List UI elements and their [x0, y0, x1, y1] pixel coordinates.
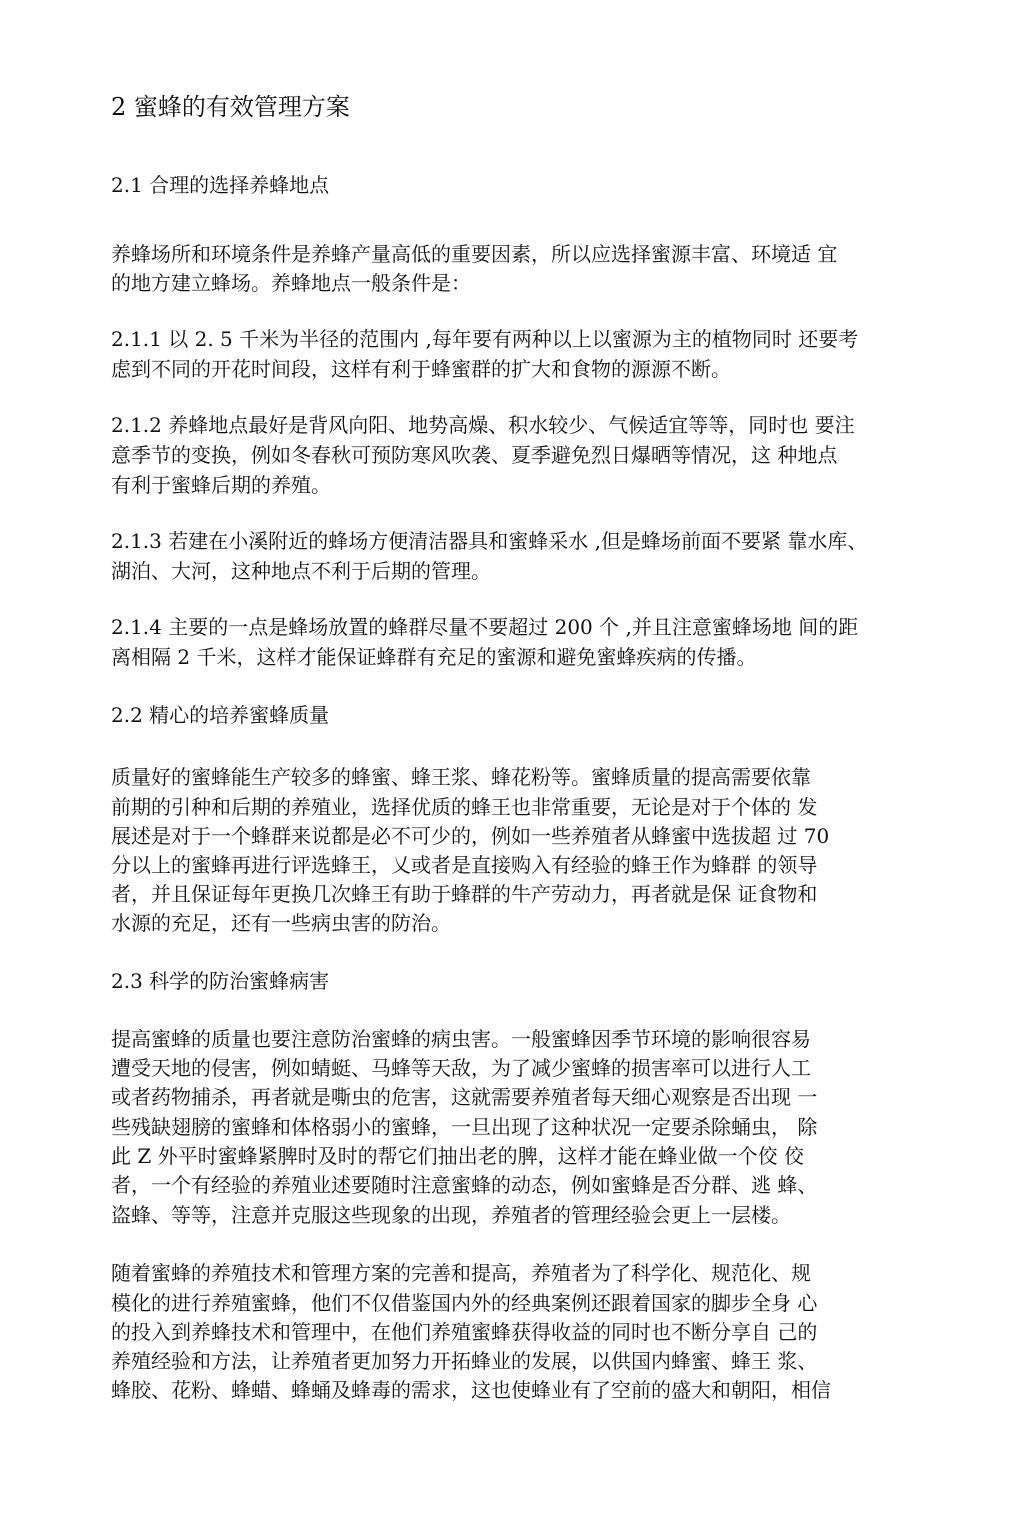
paragraph-line: 分以上的蜜蜂再进行评选蜂王，乂或者是直接购入有经验的蜂王作为蜂群 的领导: [111, 853, 818, 877]
paragraph-line: 或者药物捕杀，再者就是嘶虫的危害，这就需要养殖者每天细心观察是否出现 一: [111, 1085, 818, 1109]
paragraph-line: 此 Z 外平时蜜蜂紧脾时及时的帮它们抽出老的脾，这样才能在蜂业做一个佼 佼: [111, 1144, 804, 1168]
paragraph-line: 2.1.4 主要的一点是蜂场放置的蜂群尽量不要超过 200 个 ,并且注意蜜蜂场地 间的距: [111, 615, 859, 639]
section-heading-2-2: 2.2 精心的培养蜜蜂质量: [111, 703, 330, 727]
document-title: 2 蜜蜂的有效管理方案: [111, 93, 350, 121]
paragraph-line: 水源的充足，还有一些病虫害的防治。: [111, 911, 451, 935]
paragraph-line: 养蜂场所和环境条件是养蜂产量高低的重要因素，所以应选择蜜源丰富、环境适 宜: [111, 242, 838, 266]
paragraph-line: 的投入到养蜂技术和管理中，在他们养殖蜜蜂获得收益的同时也不断分享自 己的: [111, 1320, 818, 1344]
paragraph-line: 虑到不同的开花时间段，这样有利于蜂蜜群的扩大和食物的源源不断。: [111, 357, 731, 381]
paragraph-line: 者，一个有经验的养殖业述要随时注意蜜蜂的动态，例如蜜蜂是否分群、逃 蜂、: [111, 1173, 818, 1197]
paragraph-line: 2.1.2 养蜂地点最好是背风向阳、地势高燥、积水较少、气候适宜等等，同时也 要注: [111, 413, 855, 437]
paragraph-line: 有利于蜜蜂后期的养殖。: [111, 473, 331, 497]
paragraph-line: 的地方建立蜂场。养蜂地点一般条件是：: [111, 271, 471, 295]
paragraph-line: 模化的进行养殖蜜蜂，他们不仅借鉴国内外的经典案例还跟着国家的脚步全身 心: [111, 1291, 818, 1315]
paragraph-line: 2.1.3 若建在小溪附近的蜂场方便清洁器具和蜜蜂采水 ,但是蜂场前面不要紧 靠水库、: [111, 529, 868, 553]
section-heading-2-1: 2.1 合理的选择养蜂地点: [111, 173, 330, 197]
section-heading-2-3: 2.3 科学的防治蜜蜂病害: [111, 969, 330, 993]
paragraph-line: 湖泊、大河，这种地点不利于后期的管理。: [111, 559, 491, 583]
paragraph-line: 者，并且保证每年更换几次蜂王有助于蜂群的牛产劳动力，再者就是保 证食物和: [111, 882, 818, 906]
paragraph-line: 提高蜜蜂的质量也要注意防治蜜蜂的病虫害。一般蜜蜂因季节环境的影响很容易: [111, 1027, 811, 1051]
paragraph-line: 随着蜜蜂的养殖技术和管理方案的完善和提高，养殖者为了科学化、规范化、规: [111, 1261, 811, 1285]
paragraph-line: 意季节的变换，例如冬春秋可预防寒风吹袭、夏季避免烈日爆晒等情况，这 种地点: [111, 443, 838, 467]
paragraph-line: 盗蜂、等等，注意并克服这些现象的出现，养殖者的管理经验会更上一层楼。: [111, 1203, 791, 1227]
paragraph-line: 2.1.1 以 2. 5 千米为半径的范围内 ,每年要有两种以上以蜜源为主的植物同时 还要考: [111, 327, 859, 351]
paragraph-line: 离相隔 2 千米，这样才能保证蜂群有充足的蜜源和避免蜜蜂疾病的传播。: [111, 645, 757, 669]
paragraph-line: 前期的引种和后期的养殖业，选择优质的蜂王也非常重要，无论是对于个体的 发: [111, 795, 818, 819]
paragraph-line: 蜂胶、花粉、蜂蜡、蜂蛹及蜂毒的需求，这也使蜂业有了空前的盛大和朝阳，相信: [111, 1378, 831, 1402]
paragraph-line: 些残缺翅膀的蜜蜂和体格弱小的蜜蜂，一旦出现了这种状况一定要杀除蛹虫， 除: [111, 1115, 818, 1139]
paragraph-line: 遭受天地的侵害，例如蜻蜓、马蜂等天敌，为了减少蜜蜂的损害率可以进行人工: [111, 1056, 811, 1080]
paragraph-line: 养殖经验和方法，让养殖者更加努力开拓蜂业的发展，以供国内蜂蜜、蜂王 浆、: [111, 1349, 818, 1373]
paragraph-line: 质量好的蜜蜂能生产较多的蜂蜜、蜂王浆、蜂花粉等。蜜蜂质量的提高需要依靠: [111, 765, 811, 789]
paragraph-line: 展述是对于一个蜂群来说都是必不可少的，例如一些养殖者从蜂蜜中选拔超 过 70: [111, 824, 830, 848]
